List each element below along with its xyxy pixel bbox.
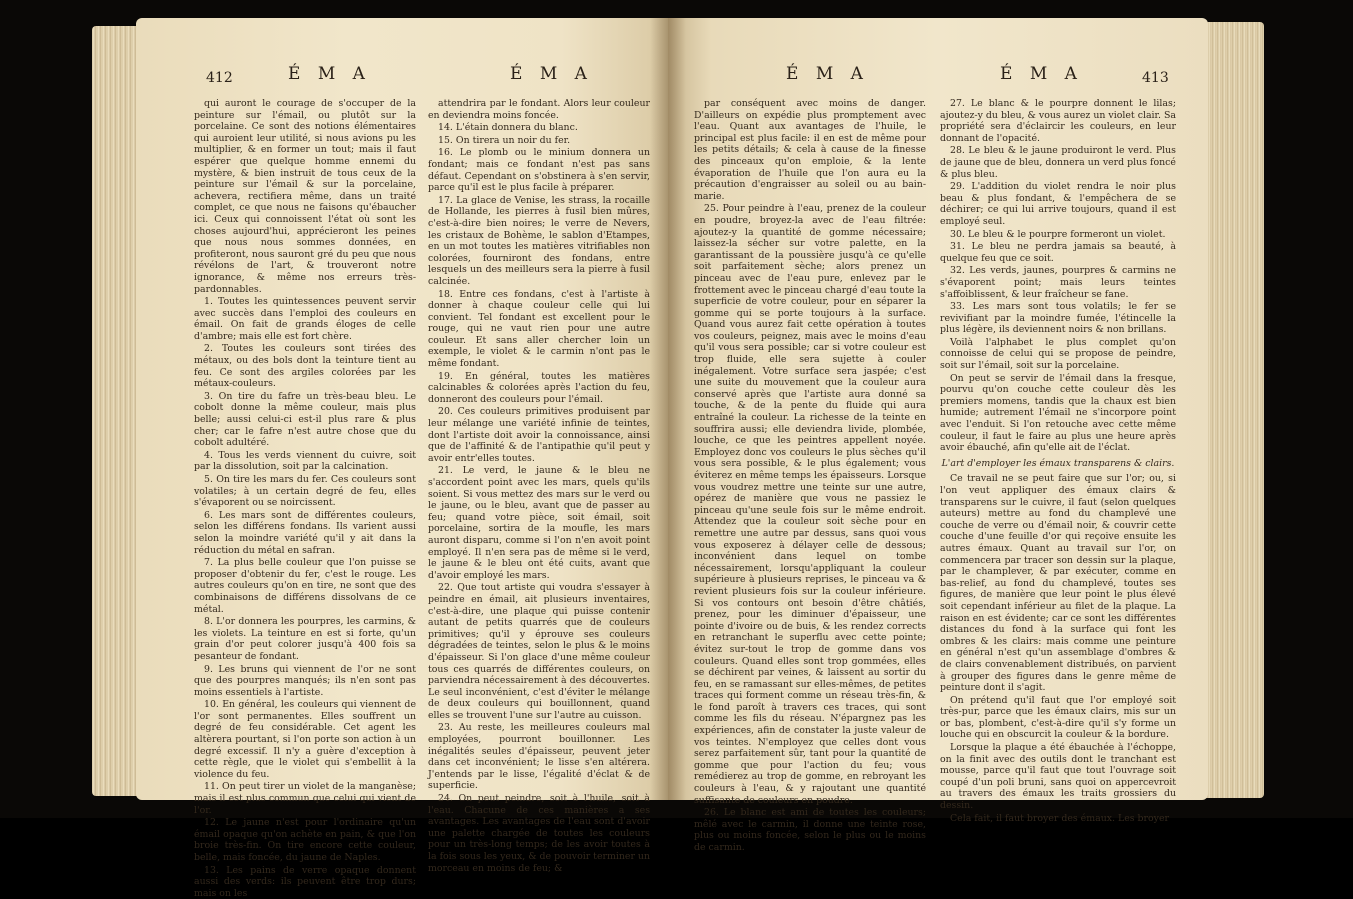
paragraph: 3. On tire du fafre un très-beau bleu. Le cobolt donne la même couleur, mais plus belle; aussi celui-ci est-il plus rare & plus cher; car le fafre n'est autre chose que du cobolt adultéré. [194, 390, 416, 449]
running-header-left-col2: É M A [510, 64, 593, 84]
paragraph: On prétend qu'il faut que l'or employé soit très-pur, parce que les émaux clairs, mis sur un or bas, plombent, c'est-à-dire qu'il s'y forme un louche qui en obscurcit la couleur & la bordure. [940, 694, 1176, 741]
paragraph: 12. Le jaune n'est pour l'ordinaire qu'un émail opaque qu'on achète en pain, & que l'on broie très-fin. On tire encore cette couleur, belle, mais foncée, du jaune de Naples. [194, 817, 416, 863]
left-page [136, 18, 668, 899]
paragraph: 20. Ces couleurs primitives produisent par leur mélange une variété infinie de teintes, dont l'artiste doit avoir la connoissance, ainsi que de l'affinité & de l'antipathie qu'il peut y avoir entr'elles toutes. [428, 406, 650, 464]
paragraph: 13. Les pains de verre opaque donnent aussi des verds: ils peuvent être trop durs; mais on les [194, 864, 416, 899]
right-page-column-1 [694, 98, 926, 853]
paragraph: 16. Le plomb ou le minium donnera un fondant; mais ce fondant n'est pas sans défaut. Cependant on s'obstinera à s'en servir, parce qu'il est le plus facile à préparer. [428, 147, 650, 194]
paragraph: 2. Toutes les couleurs sont tirées des métaux, ou des bols dont la teinture tient au feu. Ce sont des argiles colorées par les métaux-couleurs. [194, 343, 416, 390]
paragraph: 18. Entre ces fondans, c'est à l'artiste à donner à chaque couleur celle qui lui convient. Tel fondant est excellent pour le rouge, qui ne vaut rien pour une autre couleur. Et sans aller chercher loin un exemple, le violet & le carmin n'ont pas le même fondant. [428, 288, 650, 370]
paragraph: attendrira par le fondant. Alors leur couleur en deviendra moins foncée. [428, 98, 650, 121]
paragraph: Cela fait, il faut broyer des émaux. Les broyer [950, 812, 1169, 824]
paragraph: 21. Le verd, le jaune & le bleu ne s'accordent point avec les mars, quels qu'ils soient. Si vous mettez des mars sur le verd ou le jaune, ou le bleu, avant que de passer au feu; quand votre pièce, soit émail, soit porcelaine, sortira de la moufle, les mars auront disparu, comme si l'on n'en avoit point employé. Il n'en sera pas de même si le verd, le jaune & le bleu ont été cuits, avant que d'avoir employé les mars. [428, 465, 650, 581]
paragraph: 4. Tous les verds viennent du cuivre, soit par la dissolution, soit par la calcination. [194, 449, 416, 473]
left-page-edges [92, 26, 140, 796]
paragraph: 32. Les verds, jaunes, pourpres & carmins ne s'évaporent point; mais leurs teintes s'affoiblissent, & leur fraîcheur se fane. [940, 265, 1176, 300]
book-gutter [650, 18, 686, 800]
paragraph: L'art d'employer les émaux transparens & clairs. [941, 457, 1175, 469]
page-number-left: 412 [206, 70, 233, 86]
paragraph: 29. L'addition du violet rendra le noir plus beau & plus fondant, & l'empêchera de se déchirer; ce qui lui arrive toujours, quand il est employé seul. [940, 181, 1176, 227]
paragraph: 11. On peut tirer un violet de la manganèse; mais il est plus commun que celui qui vient de l'or. [194, 781, 416, 816]
paragraph: On peut se servir de l'émail dans la fresque, pourvu qu'on couche cette couleur dès les premiers momens, tandis que la chaux est bien humide; autrement l'émail ne s'incorpore point avec l'enduit. Si l'on retouche avec cette même couleur, il faut le faire au plus une heure après avoir ébauché, afin qu'elle ait de l'éclat. [940, 372, 1176, 454]
paragraph: 5. On tire les mars du fer. Ces couleurs sont volatiles; à un certain degré de feu, elles s'évaporent ou se noircissent. [194, 474, 416, 509]
left-page-column-1 [194, 98, 416, 899]
paragraph: 24. On peut peindre, soit à l'huile, soit à l'eau. Chacune de ces manières a ses avantages. Les avantages de l'eau sont d'avoir une palette chargée de toutes les couleurs pour un très-long temps; de les avoir toutes à la fois sous les yeux, & de pouvoir terminer un morceau en moins de feu; & [428, 793, 650, 874]
paragraph: 30. Le bleu & le pourpre formeront un violet. [950, 228, 1166, 240]
paragraph: 15. On tirera un noir du fer. [438, 134, 571, 146]
paragraph: 9. Les bruns qui viennent de l'or ne sont que des pourpres manqués; ils n'en sont pas moins essentiels à l'artiste. [194, 663, 416, 698]
paragraph: 19. En général, toutes les matières calcinables & colorées après l'action du feu, donneront des couleurs pour l'émail. [428, 370, 650, 405]
paragraph: Lorsque la plaque a été ébauchée à l'échoppe, on la finit avec des outils dont le tranchant est mousse, parce qu'il faut que tout l'ouvrage soit coupé d'un poli bruni, sans quoi on appercevroit au travers des émaux les traits grossiers du dessin. [940, 742, 1176, 812]
running-header-right-col2: É M A [1000, 64, 1083, 84]
paragraph: Ce travail ne se peut faire que sur l'or; ou, si l'on veut appliquer des émaux clairs & transparens sur le cuivre, il faut (selon quelques auteurs) mettre au fond du champlevé une couche de verre ou d'émail noir, & couvrir cette couche d'une feuille d'or qui reçoive ensuite les autres émaux. Quant au travail sur l'or, on commencera par tracer son dessin sur la plaque, par le champlever, & par exécuter, comme en bas-relief, au fond du champlevé, toutes ses figures, de manière que leur point le plus élevé soit cependant inférieur au filet de la plaque. La raison en est évidente; car ce sont les différentes distances du fond à la surface qui font les ombres & les clairs: mais comme une peinture en général n'est qu'un assemblage d'ombres & de clairs convenablement distribués, on parvient à grouper des figures dans le genre même de peinture dont il s'agit. [940, 473, 1176, 694]
paragraph: 10. En général, les couleurs qui viennent de l'or sont permanentes. Elles souffrent un degré de feu considérable. Cet agent les altèrera pourtant, si l'on porte son action à un degré excessif. Il n'y a guère d'exception à cette règle, que le violet qui s'embellit à la violence du feu. [194, 699, 416, 780]
paragraph: 31. Le bleu ne perdra jamais sa beauté, à quelque feu que ce soit. [940, 241, 1176, 264]
paragraph: 7. La plus belle couleur que l'on puisse se proposer d'obtenir du fer, c'est le rouge. Les autres couleurs qu'on en tire, ne sont que des combinaisons de différens dissolvans de ce métal. [194, 557, 416, 615]
running-header-left-col1: É M A [288, 64, 371, 84]
paragraph: 14. L'étain donnera du blanc. [438, 122, 578, 134]
page-number-right: 413 [1142, 70, 1169, 86]
paragraph: 27. Le blanc & le pourpre donnent le lilas; ajoutez-y du bleu, & vous aurez un violet clair. Sa propriété sera d'éclaircir les couleurs, en leur donnant de l'opacité. [940, 98, 1176, 144]
paragraph: 22. Que tout artiste qui voudra s'essayer à peindre en émail, ait plusieurs inventaires, c'est-à-dire, une plaque qui puisse contenir autant de petits quarrés que de couleurs primitives; qu'il y éprouve ses couleurs dégradées de teintes, selon le plus & le moins d'épaisseur. Si l'on glace d'une même couleur tous ces quarrés de différentes couleurs, on parviendra nécessairement à des découvertes. Le seul inconvénient, c'est d'éviter le mélange de deux couleurs qui bouillonnent, quand elles se trouvent l'une sur l'autre au cuisson. [428, 582, 650, 721]
paragraph: qui auront le courage de s'occuper de la peinture sur l'émail, ou plutôt sur la porcelaine. Ce sont des notions élémentaires qui auroient leur utilité, si nous avions pu les multiplier, & en former un tout; mais il faut espérer que quelque homme ennemi du mystère, & bien instruit de tous ceux de la peinture sur l'émail & sur la porcelaine, achevera, rectifiera même, dans un traité complet, ce que nous ne faisons qu'ébaucher ici. Ceux qui connoissent l'état où sont les choses aujourd'hui, apprécieront les peines que nous nous sommes données, en profiteront, nous sauront gré du peu que nous révélons de l'art, & trouveront notre ignorance, & même nos erreurs très-pardonnables. [194, 98, 416, 295]
paragraph: 6. Les mars sont de différentes couleurs, selon les différens fondans. Ils varient aussi selon la moindre variété qu'il y ait dans la réduction du métal en safran. [194, 509, 416, 556]
right-page-column-2 [940, 98, 1176, 824]
left-page-column-2 [428, 98, 650, 874]
right-page [668, 18, 1208, 853]
paragraph: 26. Le blanc est ami de toutes les couleurs; mêlé avec le carmin, il donne une teinte rose, plus ou moins foncée, selon le plus ou le moins de carmin. [694, 807, 926, 853]
paragraph: 33. Les mars sont tous volatils; le fer se revivifiant par la moindre fumée, l'étincelle la plus légère, ils deviennent noirs & non brillans. [940, 301, 1176, 336]
paragraph: 23. Au reste, les meilleures couleurs mal employées, pourront bouillonner. Les inégalités seules d'épaisseur, peuvent jeter dans cet inconvénient; le lisse s'en altérera. J'entends par le lisse, l'égalité d'éclat & de superficie. [428, 722, 650, 792]
paragraph: 17. La glace de Venise, les strass, la rocaille de Hollande, les pierres à fusil bien mûres, c'est-à-dire bien noires; le verre de Nevers, les cristaux de Bohème, le sablon d'Etampes, en un mot toutes les matières vitrifiables non colorées, fourniront des fondans, entre lesquels un des meilleurs sera la pierre à fusil calcinée. [428, 194, 650, 287]
paragraph: 25. Pour peindre à l'eau, prenez de la couleur en poudre, broyez-la avec de l'eau filtrée: ajoutez-y la quantité de gomme nécessaire; laissez-la sécher sur votre palette, en la garantissant de la poussière jusqu'à ce qu'elle soit parfaitement sèche; alors prenez un pinceau avec de l'eau pure, enlevez par le frottement avec le pinceau chargé d'eau toute la superficie de votre couleur, pour en séparer la gomme qui se porte toujours à la surface. Quand vous aurez fait cette opération à toutes vos couleurs, peignez, mais avec le moins d'eau qu'il vous sera possible; car si votre couleur est trop fluide, elle sera sujette à couler inégalement. Votre surface sera jaspée; c'est une suite du mouvement que la couleur aura conservé après que l'artiste aura donné sa touche, & de la pente du fluide qui aura entraîné la couleur. La richesse de la teinte en souffrira aussi; elle deviendra livide, plombée, louche, ce que les peintres appellent noyée. Employez donc vos couleurs le plus sèches qu'il vous sera possible, & le plus également; vous éviterez en même temps les épaisseurs. Lorsque vous voudrez mettre une teinte sur une autre, opérez de manière que vous ne passiez le pinceau qu'une seule fois sur le même endroit. Attendez que la couleur soit sèche pour en remettre une autre par dessus, sans quoi vous vous exposerez à délayer celle de dessous; inconvénient dans lequel on tombe nécessairement, lorsqu'appliquant la couleur supérieure à plusieurs reprises, le pinceau va & revient plusieurs fois sur la couleur inférieure. Si vos contours ont besoin d'être châtiés, prenez, pour les diminuer d'épaisseur, une pointe d'ivoire ou de buis, & les rendez corrects en retranchant le superflu avec cette pointe; évitez sur-tout le trop de gomme dans vos couleurs. Quand elles sont trop gommées, elles se déchirent par veines, & laissent au sortir du feu, en se ramassant sur elles-mêmes, de petites traces qui forment comme un réseau très-fin, & le fond paroît à travers ces traces, qui sont comme les fils du réseau. N'épargnez pas les expériences, afin de constater la juste valeur de vos teintes. N'employez que celles dont vous serez parfaitement sûr, tant pour la quantité de gomme que pour l'action du feu; vous remédierez au trop de gomme, en rebroyant les couleurs à l'eau, & y rajoutant une quantité suffisante de couleurs en poudre. [694, 203, 926, 806]
paragraph: 8. L'or donnera les pourpres, les carmins, & les violets. La teinture en est si forte, qu'un grain d'or peut colorer jusqu'à 400 fois sa pesanteur de fondant. [194, 616, 416, 662]
running-header-right-col1: É M A [786, 64, 869, 84]
paragraph: 1. Toutes les quintessences peuvent servir avec succès dans l'emploi des couleurs en émail. On fait de grands éloges de celle d'ambre; mais elle est fort chère. [194, 296, 416, 342]
paragraph: Voilà l'alphabet le plus complet qu'on connoisse de celui qui se propose de peindre, soit sur l'émail, soit sur la porcelaine. [940, 336, 1176, 372]
paragraph: 28. Le bleu & le jaune produiront le verd. Plus de jaune que de bleu, donnera un verd plus foncé & plus bleu. [940, 145, 1176, 180]
paragraph: par conséquent avec moins de danger. D'ailleurs on expédie plus promptement avec l'eau. Quant aux avantages de l'huile, le principal est plus facile: il en est de même pour les petits détails; & cela à cause de la finesse des pinceaux qu'on emploie, & la lente évaporation de l'huile que l'on aura eu la précaution d'engraisser au soleil ou au bain-marie. [694, 98, 926, 202]
